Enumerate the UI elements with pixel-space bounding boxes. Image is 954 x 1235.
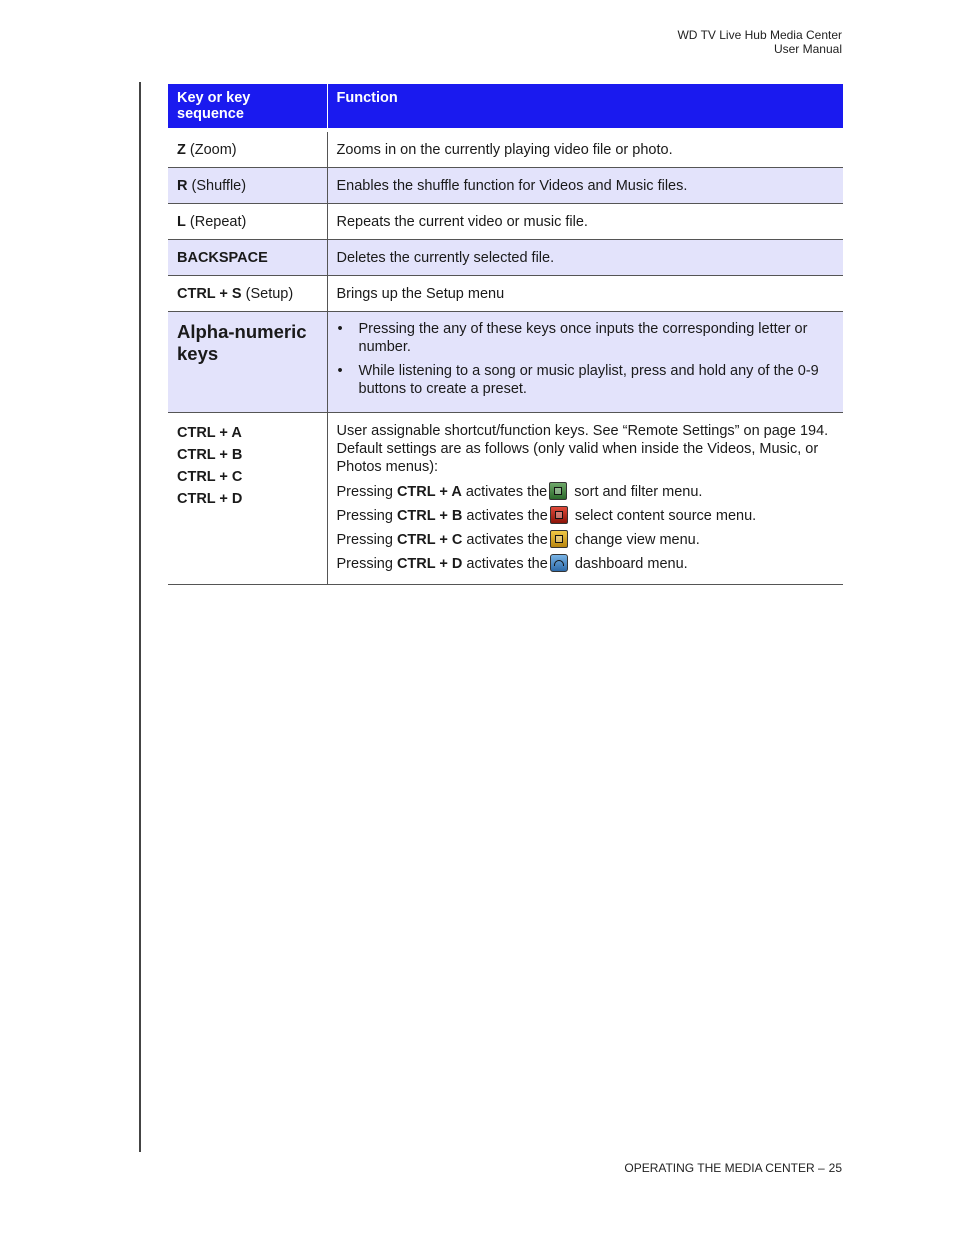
activates-word: activates the bbox=[466, 556, 548, 572]
pressing-word: Pressing bbox=[336, 532, 393, 548]
activates-word: activates the bbox=[466, 532, 548, 548]
col-header-function: Function bbox=[327, 84, 843, 130]
change-view-icon bbox=[550, 530, 568, 548]
key-cell bbox=[168, 240, 327, 276]
header-product: WD TV Live Hub Media Center bbox=[677, 28, 842, 42]
page-header bbox=[677, 28, 842, 56]
key-label: R bbox=[177, 178, 188, 194]
key-label: BACKSPACE bbox=[177, 250, 268, 266]
combo-label: CTRL + C bbox=[396, 532, 463, 548]
function-cell: Repeats the current video or music file. bbox=[327, 204, 843, 240]
combo-label: CTRL + B bbox=[396, 508, 463, 524]
table-row bbox=[168, 240, 843, 276]
key-note: (Setup) bbox=[245, 286, 294, 302]
function-cell bbox=[327, 312, 843, 413]
function-cell: Zooms in on the currently playing video file or photo. bbox=[327, 130, 843, 168]
key-note: (Shuffle) bbox=[191, 178, 247, 194]
page-number: 25 bbox=[828, 1161, 842, 1175]
activates-word: activates the bbox=[466, 508, 548, 524]
ctrl-key: CTRL + A bbox=[177, 425, 242, 441]
menu-label: change view menu. bbox=[574, 532, 700, 548]
key-cell bbox=[168, 413, 327, 585]
table-row bbox=[168, 130, 843, 168]
activates-word: activates the bbox=[465, 484, 548, 500]
key-cell bbox=[168, 276, 327, 312]
alpha-bullet-list bbox=[337, 320, 835, 398]
press-line bbox=[337, 504, 835, 528]
table-row-alpha bbox=[168, 312, 843, 413]
key-cell bbox=[168, 204, 327, 240]
ctrl-key: CTRL + D bbox=[177, 491, 243, 507]
list-item: • While listening to a song or music playlist, press and hold any of the 0-9 buttons to create a preset. bbox=[359, 362, 835, 398]
ctrl-key-list bbox=[177, 422, 318, 510]
key-cell bbox=[168, 130, 327, 168]
header-manual: User Manual bbox=[773, 42, 842, 56]
key-label: CTRL + S bbox=[177, 286, 242, 302]
function-cell: Brings up the Setup menu bbox=[327, 276, 843, 312]
footer-sep: – bbox=[817, 1161, 825, 1175]
sort-filter-icon bbox=[549, 482, 567, 500]
combo-label: CTRL + D bbox=[396, 556, 463, 572]
key-cell bbox=[168, 312, 327, 413]
function-cell: Enables the shuffle function for Videos and Music files. bbox=[327, 168, 843, 204]
key-note: (Zoom) bbox=[189, 142, 237, 158]
ctrl-key: CTRL + B bbox=[177, 447, 243, 463]
function-cell bbox=[327, 413, 843, 585]
menu-label: dashboard menu. bbox=[574, 556, 688, 572]
footer-section: OPERATING THE MEDIA CENTER bbox=[624, 1161, 815, 1175]
pressing-word: Pressing bbox=[336, 508, 393, 524]
function-cell: Deletes the currently selected file. bbox=[327, 240, 843, 276]
key-cell bbox=[168, 168, 327, 204]
press-line bbox=[337, 480, 835, 504]
key-label: Z bbox=[177, 142, 186, 158]
page-footer bbox=[624, 1161, 842, 1175]
table-row bbox=[168, 204, 843, 240]
table-row-ctrl bbox=[168, 413, 843, 585]
press-line bbox=[337, 528, 835, 552]
col-header-key: Key or key sequence bbox=[168, 84, 327, 130]
table-row bbox=[168, 276, 843, 312]
margin-rule bbox=[139, 82, 141, 1152]
table-row bbox=[168, 168, 843, 204]
pressing-word: Pressing bbox=[336, 556, 393, 572]
key-note: (Repeat) bbox=[189, 214, 247, 230]
combo-label: CTRL + A bbox=[396, 484, 462, 500]
dashboard-icon bbox=[550, 554, 568, 572]
press-line bbox=[337, 552, 835, 576]
key-function-table bbox=[168, 84, 843, 585]
alpha-key-label: Alpha-numeric keys bbox=[177, 321, 307, 364]
key-label: L bbox=[177, 214, 186, 230]
menu-label: select content source menu. bbox=[574, 508, 757, 524]
ctrl-key: CTRL + C bbox=[177, 469, 243, 485]
ctrl-description: User assignable shortcut/function keys. See “Remote Settings” on page 194. Default settings are as follows (only valid when inside the Videos, Music, or Photos menus): bbox=[336, 423, 829, 475]
menu-label: sort and filter menu. bbox=[574, 484, 703, 500]
list-item: • Pressing the any of these keys once inputs the corresponding letter or number. bbox=[359, 320, 835, 356]
table-header-row bbox=[168, 84, 843, 130]
pressing-word: Pressing bbox=[336, 484, 393, 500]
content-source-icon bbox=[550, 506, 568, 524]
